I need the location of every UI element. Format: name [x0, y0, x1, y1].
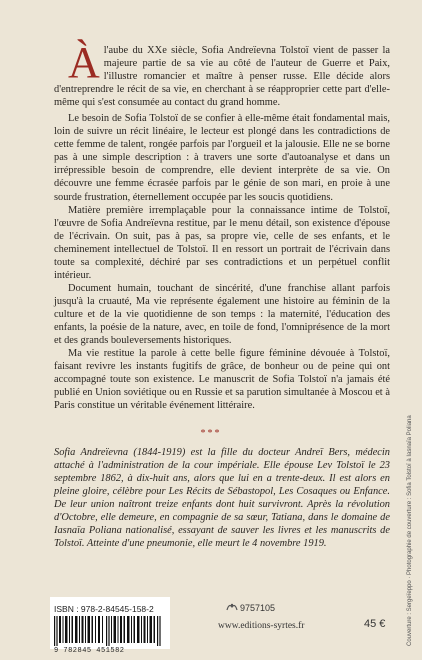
drop-cap: À — [68, 38, 100, 87]
barcode-icon — [54, 616, 166, 646]
publisher-code: 9757105 — [240, 603, 276, 613]
paragraph-1-text: l'aube du XXe siècle, Sofia Andreïevna Tolstoï vient de passer la majeure partie de sa vie au côté de l'auteur de Guerre et Paix, l'illustre romancier et maître à penser russe. Elle décide alors d'entreprendre le récit de sa vie, en cherchant à se réapproprier cette part d'elle-même qui s'est consumée au contact du grand homme. — [54, 45, 390, 109]
blurb — [54, 38, 390, 412]
section-separator: *** — [200, 428, 222, 439]
author-bio-text: Sofia Andreïevna (1844-1919) est la fille du docteur Andreï Bers, médecin attaché à l'administration de la cour impériale. Elle épouse Lev Tolstoï le 23 septembre 1862, à dix-huit ans, alors que lui en a trente-deux. Il est alors en pleine gloire, célèbre pour Les Récits de Sébastopol, Les Cosaques ou Enfance. De leur union naîtront treize enfants dont huit survivront. Après la révolution d'Octobre, elle demeure, en compagnie de sa sœur, Tatiana, dans le domaine de Iasnaïa Poliana nationalisé, essayant de sauver les livres et les manuscrits de Tolstoï. Atteinte d'une pneumonie, elle meurt le 4 novembre 1919. — [54, 447, 390, 550]
author-bio — [54, 446, 390, 550]
cover-credits — [407, 370, 415, 650]
paragraph-4: Document humain, touchant de sincérité, d'une franchise allant parfois jusqu'à la cruauté, Ma vie représente également une histoire au féminin de la culture et de la vie quotidienne de son temps : la maternité, l'éducation des enfants, la poésie de la nature, avec, en toile de fond, l'omniprésence de la mort et des grands bouleversements historiques. — [54, 282, 390, 347]
paragraph-1 — [54, 38, 390, 109]
barcode-number: 9 782845 451582 — [54, 647, 125, 655]
price: 45 € — [364, 618, 386, 630]
publisher-logo-icon — [226, 602, 238, 612]
publisher-website: www.editions-syrtes.fr — [218, 621, 305, 631]
isbn: ISBN : 978-2-84545-158-2 — [54, 604, 154, 614]
cover-credits-text: Couverture : Sergeïeppo · Photographie de couverture : Sofia Tolstoï à Iasnaïa Poliana — [407, 415, 413, 646]
paragraph-5: Ma vie restitue la parole à cette belle figure féminine dévouée à Tolstoï, faisant revivre les instants fugitifs de grâce, de bonheur ou de peine qui ont accompagné toute son existence. Le manuscrit de Sofia Tolstoï n'a jamais été publié en Union soviétique ou en Russie et sa parution simultanée à Moscou et à Paris constitue un véritable événement littéraire. — [54, 348, 390, 412]
paragraph-2: Le besoin de Sofia Tolstoï de se confier à elle-même était fondamental mais, loin de suivre un récit linéaire, le lecteur est plongé dans les contradictions de cette femme de talent, rongée parfois par l'orgueil et la jalousie. Elle ne se borne pas à une simple description : à travers une sorte d'autoanalyse et dans un irrépressible besoin de comprendre, elle devient interprète de sa vie. On découvre une femme écrasée parfois par le génie de son mari, en proie à une sourde frustration, éternellement occupée par les soucis quotidiens. — [54, 113, 390, 203]
paragraph-3: Matière première irremplaçable pour la connaissance intime de Tolstoï, l'œuvre de Sofia Andreïevna restitue, par le menu détail, son existence d'épouse de l'écrivain. On suit, pas à pas, sa propre vie, celle de ses enfants, et le cheminement intellectuel de Tolstoï. Il en ressort un portrait de l'écrivain dans toute sa complexité, déchiré par ses contradictions et un perpétuel conflit intérieur. — [54, 204, 390, 281]
